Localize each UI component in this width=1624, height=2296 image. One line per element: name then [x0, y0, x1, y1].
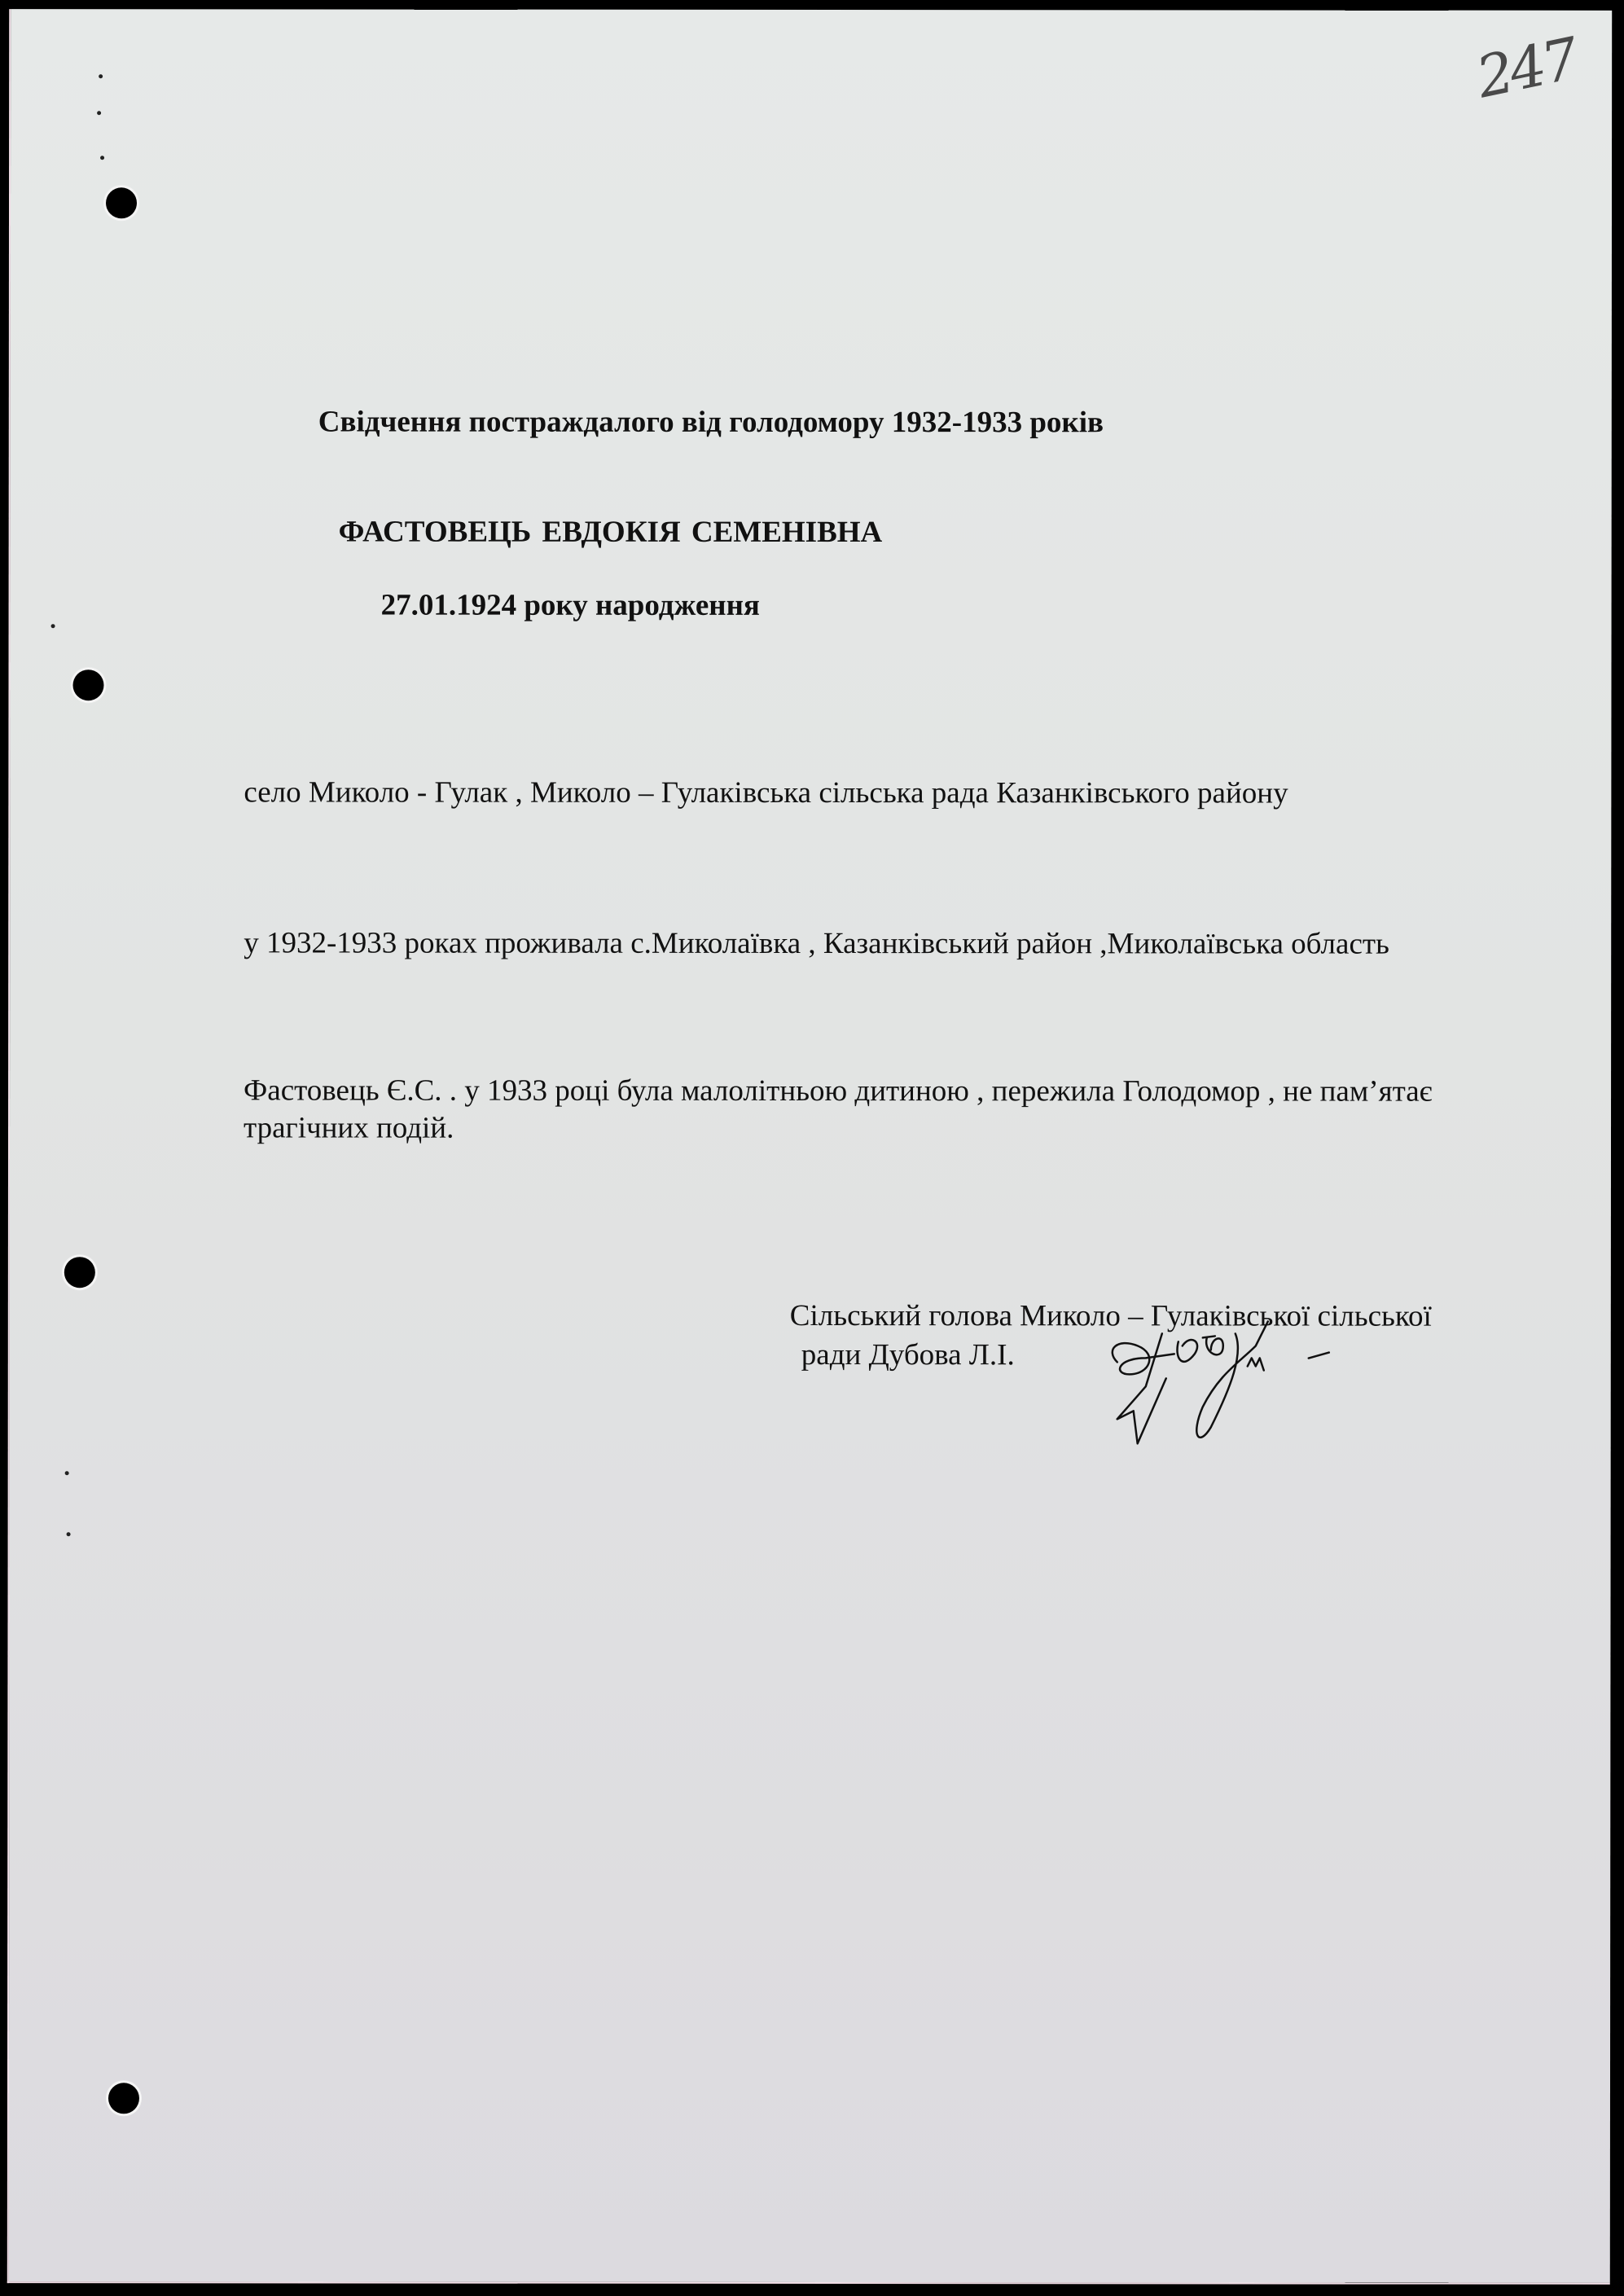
village-line: село Миколо - Гулак , Миколо – Гулаківська сільська рада Казанківського району [244, 775, 1288, 810]
signatory-title: Сільський голова Миколо – Гулаківської сільської [789, 1298, 1432, 1333]
document-page [7, 9, 1612, 2285]
punch-hole-icon [64, 1257, 95, 1288]
signature-icon [1101, 1313, 1362, 1451]
document-title: Свідчення постраждалого від голодомору 1932-1933 років [318, 405, 1104, 440]
handwritten-page-number: 247 [1470, 25, 1582, 112]
paper-speck [100, 156, 104, 160]
testimony-statement: Фастовець Є.С. . у 1933 році була малолітньою дитиною , пережила Голодомор , не пам’ятає трагічних подій. [244, 1073, 1433, 1145]
signatory-name: ради Дубова Л.І. [801, 1337, 1015, 1372]
residence-line: у 1932-1933 роках проживала с.Миколаївка , Казанківський район ,Миколаївська область [244, 926, 1389, 961]
birth-date: 27.01.1924 року народження [380, 588, 760, 622]
punch-hole-icon [106, 187, 137, 218]
paper-speck [99, 74, 103, 78]
paper-speck [51, 624, 55, 628]
paper-speck [97, 111, 101, 115]
punch-hole-icon [108, 2083, 139, 2114]
person-name: ФАСТОВЕЦЬ ЕВДОКІЯ СЕМЕНІВНА [338, 515, 883, 550]
paper-speck [67, 1532, 71, 1536]
punch-hole-icon [72, 669, 103, 700]
paper-speck [65, 1471, 69, 1475]
